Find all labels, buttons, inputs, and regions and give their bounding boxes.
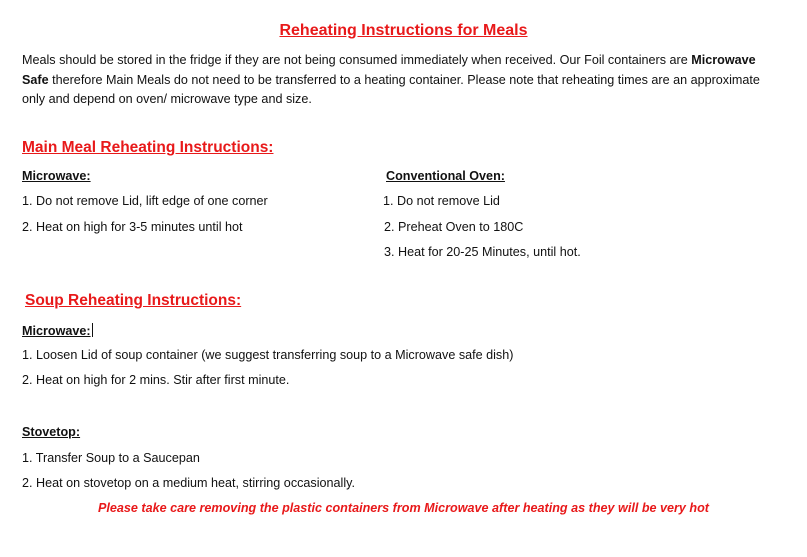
main-microwave-heading: Microwave: (22, 169, 91, 183)
soup-microwave-heading-line (22, 322, 93, 340)
page-title: Reheating Instructions for Meals (279, 22, 528, 39)
soup-stovetop-heading: Stovetop: (22, 425, 81, 439)
intro-paragraph (22, 51, 782, 110)
main-microwave-step-2: 2. Heat on high for 3-5 minutes until hot (22, 220, 243, 234)
safety-warning: Please take care removing the plastic containers from Microwave after heating as they will be very hot (97, 501, 710, 515)
text-cursor (92, 323, 93, 337)
main-oven-step-1: 1. Do not remove Lid (383, 194, 500, 208)
soup-stovetop-step-2: 2. Heat on stovetop on a medium heat, stirring occasionally. (22, 476, 355, 490)
main-meal-heading: Main Meal Reheating Instructions: (22, 139, 274, 156)
intro-text-1: Meals should be stored in the fridge if they are not being consumed immediately when received. Our Foil containers are (22, 53, 692, 67)
intro-text-2: therefore Main Meals do not need to be transferred to a heating container. Please note that reheating times are an approximate only and depend on oven/ microwave type and size. (22, 72, 760, 106)
soup-microwave-step-1: 1. Loosen Lid of soup container (we suggest transferring soup to a Microwave safe dish) (22, 348, 514, 362)
main-oven-heading: Conventional Oven: (386, 169, 505, 183)
soup-stovetop-step-1: 1. Transfer Soup to a Saucepan (22, 451, 200, 465)
main-microwave-step-1: 1. Do not remove Lid, lift edge of one corner (22, 194, 268, 208)
main-oven-step-2: 2. Preheat Oven to 180C (384, 220, 524, 234)
soup-microwave-step-2: 2. Heat on high for 2 mins. Stir after first minute. (22, 373, 290, 387)
main-oven-step-3: 3. Heat for 20-25 Minutes, until hot. (384, 245, 581, 259)
soup-heading: Soup Reheating Instructions: (25, 292, 242, 309)
intro-bold-microwave-safe: Microwave Safe (22, 53, 756, 87)
soup-microwave-heading: Microwave: (22, 324, 91, 338)
